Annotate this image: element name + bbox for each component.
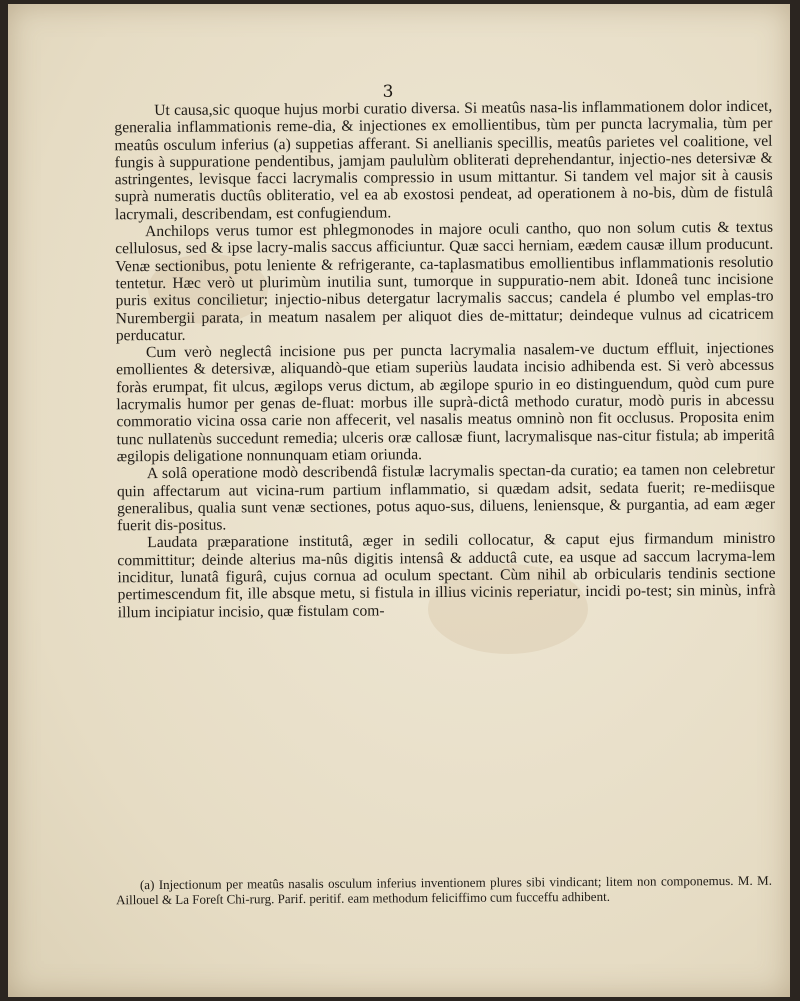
footnote: (a) Injectionum per meatûs nasalis osculum inferius inventionem plures sibi vindicant; litem non componemus. M. M. Aillouel & La Foreſt Chi-rurg. Parif. peritif. eam methodum feliciffimo cum fucceffu adhibent. — [116, 872, 772, 907]
paragraph-incisione: Cum verò neglectâ incisione pus per puncta lacrymalia nasalem-ve ductum effluit, injectiones emollientes & detersivæ, aliquandò-que etiam superiùs laudata incisio adhibenda est. Si verò abcessus foràs erumpat, fit ulcus, ægilops verus dictum, ab ægilope spurio in eo distinguendum, quòd cum pure lacrymalis humor per genas de-fluat: morbus ille suprà-dictâ methodo curatur, modò puris in abcessu commoratio vicina ossa carie non affecerit, vel nasalis meatus omninò non fit occlusus. Proposita enim tunc nullatenùs succedunt remedia; ulceris oræ callosæ fiunt, lacrymalisque nas-citur fistula; ab imperitâ ægilopis deligatione nonnunquam etiam oriunda. — [116, 339, 775, 466]
page-number: 3 — [382, 82, 394, 102]
body-text — [114, 98, 776, 621]
paragraph-curatio: Ut causa,sic quoque hujus morbi curatio diversa. Si meatûs nasa-lis inflammationem dolor indicet, generalia inflammationis reme-dia, & injectiones ex emollientibus, tùm per puncta lacrymalia, tùm per meatûs osculum inferius (a) suppetias afferant. Si anellianis specillis, meatûs parietes vel coalitione, vel fungis à suppuratione pendentibus, jamjam paululùm obliterati deprehendantur, injectio-nes detersivæ & astringentes, levisque facci lacrymalis compressio in usum mittantur. Si tandem vel major sit à causis suprà numeratis ductûs obliteratio, vel ea ab exostosi pendeat, ad operationem à no-bis, dùm de fistulâ lacrymali, describendam, est confugiendum. — [114, 97, 773, 224]
paragraph-laudata: Laudata præparatione institutâ, æger in sedili collocatur, & caput ejus firmandum ministro committitur; deinde alterius ma-nûs digitis intensâ & adductâ cute, ea usque ad saccum lacryma-lem inciditur, lunatâ figurâ, cujus cornua ad oculum spectant. Cùm nihil ab orbicularis tendinis sectione pertimescendum fit, ille absque metu, si fistula in illius vicinis reperiatur, incidi po-test; sin minùs, infrà illum incipiatur incisio, quæ fistulam com- — [117, 530, 776, 621]
book-page — [8, 4, 790, 997]
paragraph-anchilops: Anchilops verus tumor est phlegmonodes in majore oculi cantho, quo non solum cutis & textus cellulosus, sed & ipse lacry-malis saccus afficiuntur. Quæ sacci herniam, eædem causæ illum producunt. Venæ sectionibus, potu leniente & refrigerante, ca-taplasmatibus emollientibus inflammationis resolutio tentetur. Hæc verò ut plurimùm inutilia sunt, tumorque in suppuratio-nem abit. Idoneâ tunc incisione puris exitus concilietur; injectio-nibus detergatur lacrymalis saccus; candela é plumbo vel emplas-tro Nurembergii parata, in meatum nasalem per aliquot dies de-mittatur; deindeque vulnus ad cicatricem perducatur. — [115, 218, 774, 345]
paragraph-operatione: A solâ operatione modò describendâ fistulæ lacrymalis spectan-da curatio; ea tamen non celebretur quin affectarum aut vicina-rum partium inflammatio, si quædam adsit, sedata fuerit; re-mediisque generalibus, qualia sunt venæ sectiones, potus aquo-sus, diluens, leniensque, & purgantia, ad eam æger fuerit dis-positus. — [116, 460, 776, 535]
